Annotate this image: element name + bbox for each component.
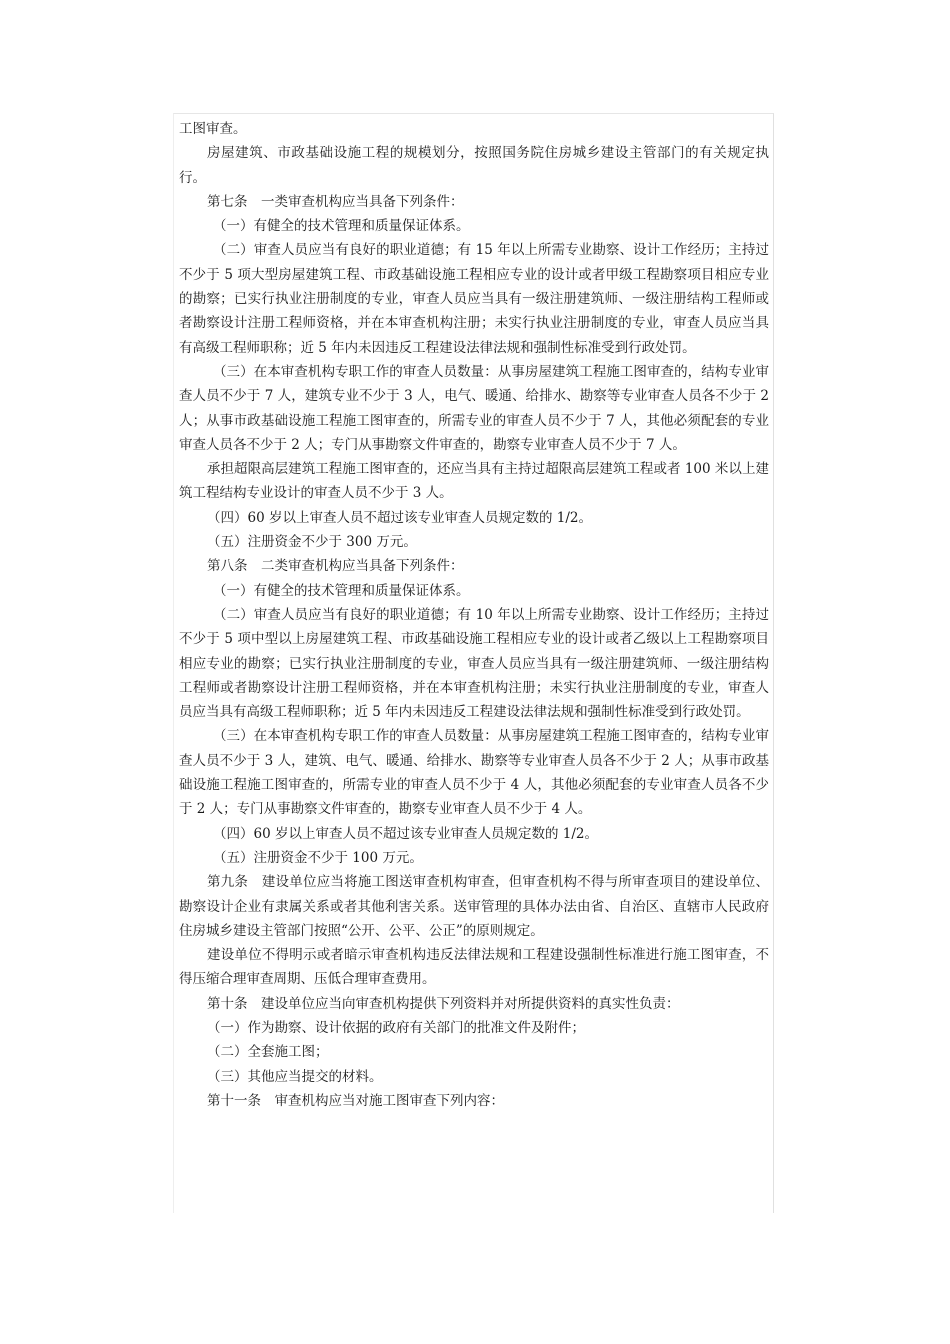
paragraph: 房屋建筑、市政基础设施工程的规模划分，按照国务院住房城乡建设主管部门的有关规定执行。: [179, 145, 769, 186]
list-item: （三）在本审查机构专职工作的审查人员数量：从事房屋建筑工程施工图审查的，结构专业审查人员不少于 3 人，建筑、电气、暖通、给排水、勘察等专业审查人员各不少于 2 人；从事市政基础设施工程施工图审查的，所需专业的审查人员不少于 4 人，其他必须配套的专业审查人员各不少于 2 人；专门从事勘察文件审查的，勘察专业审查人员不少于 4 人。: [179, 728, 769, 818]
paragraph: 工图审查。: [179, 121, 247, 137]
paragraph: 承担超限高层建筑工程施工图审查的，还应当具有主持过超限高层建筑工程或者 100 米以上建筑工程结构专业设计的审查人员不少于 3 人。: [179, 461, 769, 502]
list-item: （二）审查人员应当有良好的职业道德；有 10 年以上所需专业勘察、设计工作经历；主持过不少于 5 项中型以上房屋建筑工程、市政基础设施工程相应专业的设计或者乙级以上工程勘察项目相应专业的勘察；已实行执业注册制度的专业，审查人员应当具有一级注册建筑师、一级注册结构工程师或者勘察设计注册工程师资格，并在本审查机构注册；未实行执业注册制度的专业，审查人员应当具有高级工程师职称；近 5 年内未因违反工程建设法律法规和强制性标准受到行政处罚。: [179, 606, 769, 721]
document-body: [179, 117, 769, 1113]
article-heading: 第十条 建设单位应当向审查机构提供下列资料并对所提供资料的真实性负责：: [207, 995, 680, 1012]
article-heading: 第九条 建设单位应当将施工图送审查机构审查，但审查机构不得与所审查项目的建设单位、勘察设计企业有隶属关系或者其他利害关系。送审管理的具体办法由省、自治区、直辖市人民政府住房城乡建设主管部门按照“公开、公平、公正”的原则规定。: [179, 874, 769, 939]
list-item: （一）有健全的技术管理和质量保证体系。: [213, 582, 470, 599]
list-item: （三）在本审查机构专职工作的审查人员数量：从事房屋建筑工程施工图审查的，结构专业审查人员不少于 7 人，建筑专业不少于 3 人，电气、暖通、给排水、勘察等专业审查人员各不少于 2 人；从事市政基础设施工程施工图审查的，所需专业的审查人员不少于 7 人，其他必须配套的专业审查人员各不少于 2 人；专门从事勘察文件审查的，勘察专业审查人员不少于 7 人。: [179, 363, 769, 453]
list-item: （四）60 岁以上审查人员不超过该专业审查人员规定数的 1/2。: [207, 509, 592, 526]
list-item: （二）审查人员应当有良好的职业道德；有 15 年以上所需专业勘察、设计工作经历；主持过不少于 5 项大型房屋建筑工程、市政基础设施工程相应专业的设计或者甲级工程勘察项目相应专业的勘察；已实行执业注册制度的专业，审查人员应当具有一级注册建筑师、一级注册结构工程师或者勘察设计注册工程师资格，并在本审查机构注册；未实行执业注册制度的专业，审查人员应当具有高级工程师职称；近 5 年内未因违反工程建设法律法规和强制性标准受到行政处罚。: [179, 242, 769, 356]
article-heading: 第八条 二类审查机构应当具备下列条件：: [207, 558, 464, 575]
list-item: （五）注册资金不少于 300 万元。: [207, 534, 417, 551]
list-item: （四）60 岁以上审查人员不超过该专业审查人员规定数的 1/2。: [213, 825, 598, 842]
article-heading: 第十一条 审查机构应当对施工图审查下列内容：: [207, 1092, 504, 1109]
list-item: （五）注册资金不少于 100 万元。: [213, 849, 423, 866]
list-item: （二）全套施工图；: [207, 1044, 329, 1061]
list-item: （三）其他应当提交的材料。: [207, 1068, 383, 1085]
list-item: （一）有健全的技术管理和质量保证体系。: [213, 218, 470, 235]
article-heading: 第七条 一类审查机构应当具备下列条件：: [207, 193, 464, 210]
paragraph: 建设单位不得明示或者暗示审查机构违反法律法规和工程建设强制性标准进行施工图审查，不得压缩合理审查周期、压低合理审查费用。: [179, 947, 769, 988]
list-item: （一）作为勘察、设计依据的政府有关部门的批准文件及附件；: [207, 1019, 585, 1036]
